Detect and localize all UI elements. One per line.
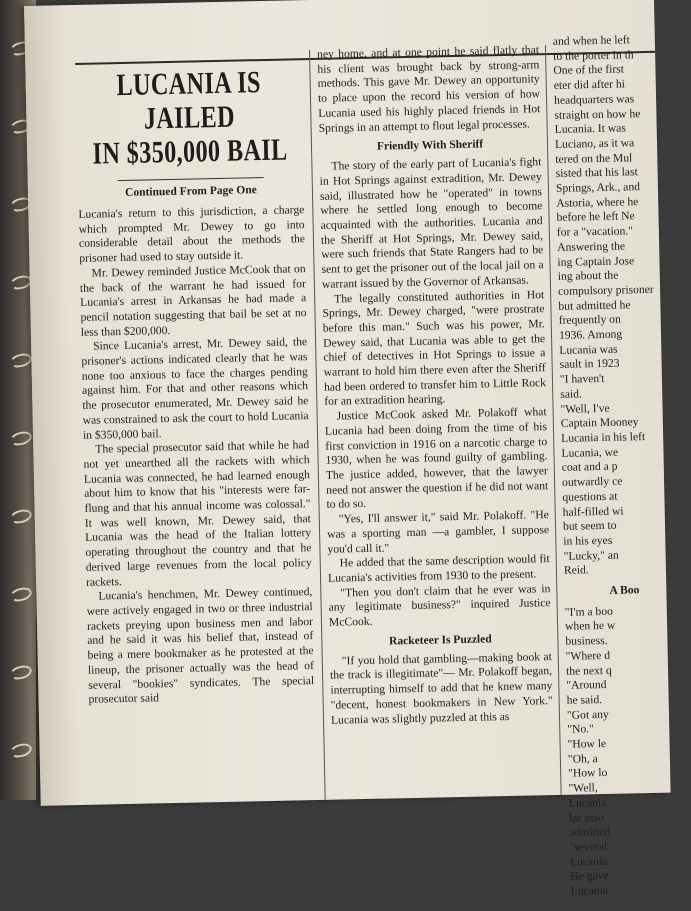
column-3-line: He gave	[570, 869, 609, 884]
paragraph: Mr. Dewey reminded Justice McCook that on the back of the warrant he had issued for Lucania's arrest in Arkansas he had made a pencil notation suggesting that bail be set at no less than $200,000.	[79, 261, 307, 339]
column-3-line: Reid.	[563, 563, 589, 578]
column-3-line: Lucania	[570, 884, 609, 898]
column-3-line: eter did after hi	[553, 77, 626, 93]
column-3-line: Astoria, where he	[556, 194, 639, 210]
paragraph: "If you hold that gambling—making book at the track is illegitimate"— Mr. Polakoff began, interrupting himself to add that he knew many "decent, honest bookmakers in New York." Lucania was slightly puzzled at this as	[329, 649, 553, 727]
column-3-line: "How lo	[568, 766, 608, 781]
column-3-line: One of the first	[553, 62, 625, 78]
column-3-line: straight on how he	[554, 106, 641, 122]
column-2	[317, 43, 553, 728]
paragraph: Lucania's return to this jurisdiction, a charge which prompted Mr. Dewey to go into considerable detail about the methods the prisoner had used to stay outside it.	[78, 203, 306, 266]
column-3-line: the next q	[565, 663, 612, 678]
column-3-line: "Well, I've	[560, 401, 610, 416]
column-3-line: Luciano, as it wa	[554, 136, 635, 151]
paragraph: The special prosecutor said that while he had not yet unearthed all the rackets with which Lucania was connected, he had learned enough about him to know that his "interests were far-flung and that his annual income was colossal." It was well known, Mr. Dewey said, that Lucania was the head of the Italian lottery operating throughout the country and that he derived large revenues from the local policy rackets.	[83, 438, 312, 589]
column-3-line: to the porter in th	[553, 47, 634, 63]
paragraph: Lucania's henchmen, Mr. Dewey continued, were actively engaged in two or three industrial rackets preying upon business men and labor and he said it was his belief that, instead of being a mere bookmaker as he protested at the lineup, the prisoner actually was the head of several "bookies" syndicates. The special prosecutor said	[86, 585, 315, 707]
headline	[80, 64, 299, 171]
column-3-line: but admitted he	[558, 298, 631, 313]
paragraph: He added that the same description would fit Lucania's activities from 1930 to the present.	[327, 552, 550, 585]
column-3-line: frequently on	[558, 312, 621, 328]
column-3-line: Lucania. It was	[554, 121, 626, 137]
column-3-line: in his eyes	[563, 533, 613, 548]
column-3-line: "No."	[567, 722, 594, 737]
column-3-line: he said.	[566, 692, 603, 707]
column-3-line: "Got any	[566, 707, 609, 722]
paragraph: Since Lucania's arrest, Mr. Dewey said, the prisoner's actions indicated clearly that he was none too anxious to face the charges pending against him. For that and other reasons which the prosecutor enumerated, Mr. Dewey said he was constrained to ask the court to hold Lucania in $350,000 bail.	[81, 335, 309, 442]
column-3-line: "Around	[566, 678, 607, 693]
column-3-line: tered on the Mul	[555, 150, 633, 166]
column-1	[75, 64, 314, 707]
column-3-line: compulsory prisoner	[557, 282, 654, 298]
column-3-line: but seem to	[562, 518, 617, 534]
column-3-line: lar asso	[568, 810, 605, 825]
paragraph: "Then you don't claim that he ever was in any legitimate business?" inquired Justice McCook.	[328, 581, 551, 629]
newspaper-page	[24, 0, 671, 898]
column-3-line: Lucania was	[559, 342, 618, 357]
column-3-line: half-filled wi	[562, 504, 624, 519]
headline-rule	[118, 177, 264, 181]
column-3-line: questions at	[562, 489, 618, 504]
paragraph: "Yes, I'll answer it," said Mr. Polakoff. "He was a sporting man —a gambler, I suppose you'd call it."	[326, 508, 550, 556]
column-3-line: Springs, Ark., and	[555, 180, 641, 195]
paragraph: The story of the early part of Lucania's fight in Hot Springs against extradition, Mr. Dewey said, illustrated how he "operated" in towns where he settled long enough to become acquainted with the authorities. Lucania and the Sheriff at Hot Springs, Mr. Dewey said, were such friends that State Rangers had to be sent to get the prisoner out of the local jail on a warrant issued by the Governor of Arkansas.	[319, 155, 544, 291]
column-3-line: "I haven't	[559, 372, 605, 387]
continued-label: Continued From Page One	[124, 184, 257, 199]
paragraph: Justice McCook asked Mr. Polakoff what Lucania had been doing from the time of his first conviction in 1916 on a narcotic charge to 1930, when he was found guilty of gambling. The justice added, however, that the lawyer need not answer the question if he did not want to do so.	[324, 405, 549, 512]
headline-line-2: IN $350,000 BAIL	[92, 131, 288, 171]
column-3-line: ing about the	[557, 268, 619, 284]
column-3-line: admitted	[569, 825, 611, 840]
column-3-line: business.	[565, 634, 608, 648]
headline-line-1: LUCANIA IS JAILED	[116, 64, 262, 136]
column-3-line: before he left Ne	[556, 209, 635, 225]
subheading: Racketeer Is Puzzled	[388, 633, 492, 648]
column-3-line: Captain Mooney	[560, 415, 639, 431]
column-3-line: "How le	[567, 737, 607, 751]
paragraph: ney home, and at one point he said flatly that his client was brought back by strong-arm methods. This gave Mr. Dewey an opportunity to place upon the record his version of how Lucania used his highly placed friends in Hot Springs in an attempt to flout legal processes.	[316, 43, 541, 135]
column-3-line: Lucania	[569, 854, 608, 869]
column-3-line: "Where d	[565, 648, 611, 663]
column-3-line: "Oh, a	[567, 751, 598, 766]
column-3-line: and when he left	[552, 33, 630, 48]
column-3-line: Lucania, we	[561, 445, 619, 460]
column-3-line: Lucania in his left	[561, 430, 646, 445]
column-3-line: Lucania	[568, 795, 607, 810]
column-3-line: "several	[569, 839, 608, 854]
column-3-line: outwardly ce	[561, 474, 623, 489]
column-3-line: headquarters was	[553, 92, 635, 107]
column-3-line: when he w	[564, 619, 616, 634]
subheading: Friendly With Sheriff	[376, 138, 484, 153]
column-3-line: "Well,	[568, 781, 598, 795]
column-3-line: "I'm a boo	[564, 604, 613, 619]
column-3-line: for a "vacation."	[556, 224, 634, 240]
paragraph: The legally constituted authorities in Hot Springs, Mr. Dewey charged, "were prostrate before this man." Such was his power, Mr. Dewey said, that Lucania was able to get the chief of detectives in Hot Springs to issue a warrant to hold him there even after the Sheriff had been ordered to transfer him to Little Rock for an extradition hearing.	[322, 287, 547, 409]
column-3-line: Answering the	[557, 239, 626, 254]
column-3	[552, 32, 689, 898]
column-3-line: said.	[560, 387, 582, 401]
column-3-line: ing Captain Jose	[557, 253, 635, 269]
column-3-line: sault in 1923	[559, 357, 620, 372]
column-3-line: A Boo	[609, 583, 640, 597]
column-3-line: 1936. Among	[558, 327, 623, 342]
column-3-line: sisted that his last	[555, 165, 638, 181]
column-3-line: "Lucky," an	[563, 548, 619, 563]
column-3-line: coat and a p	[561, 460, 618, 475]
